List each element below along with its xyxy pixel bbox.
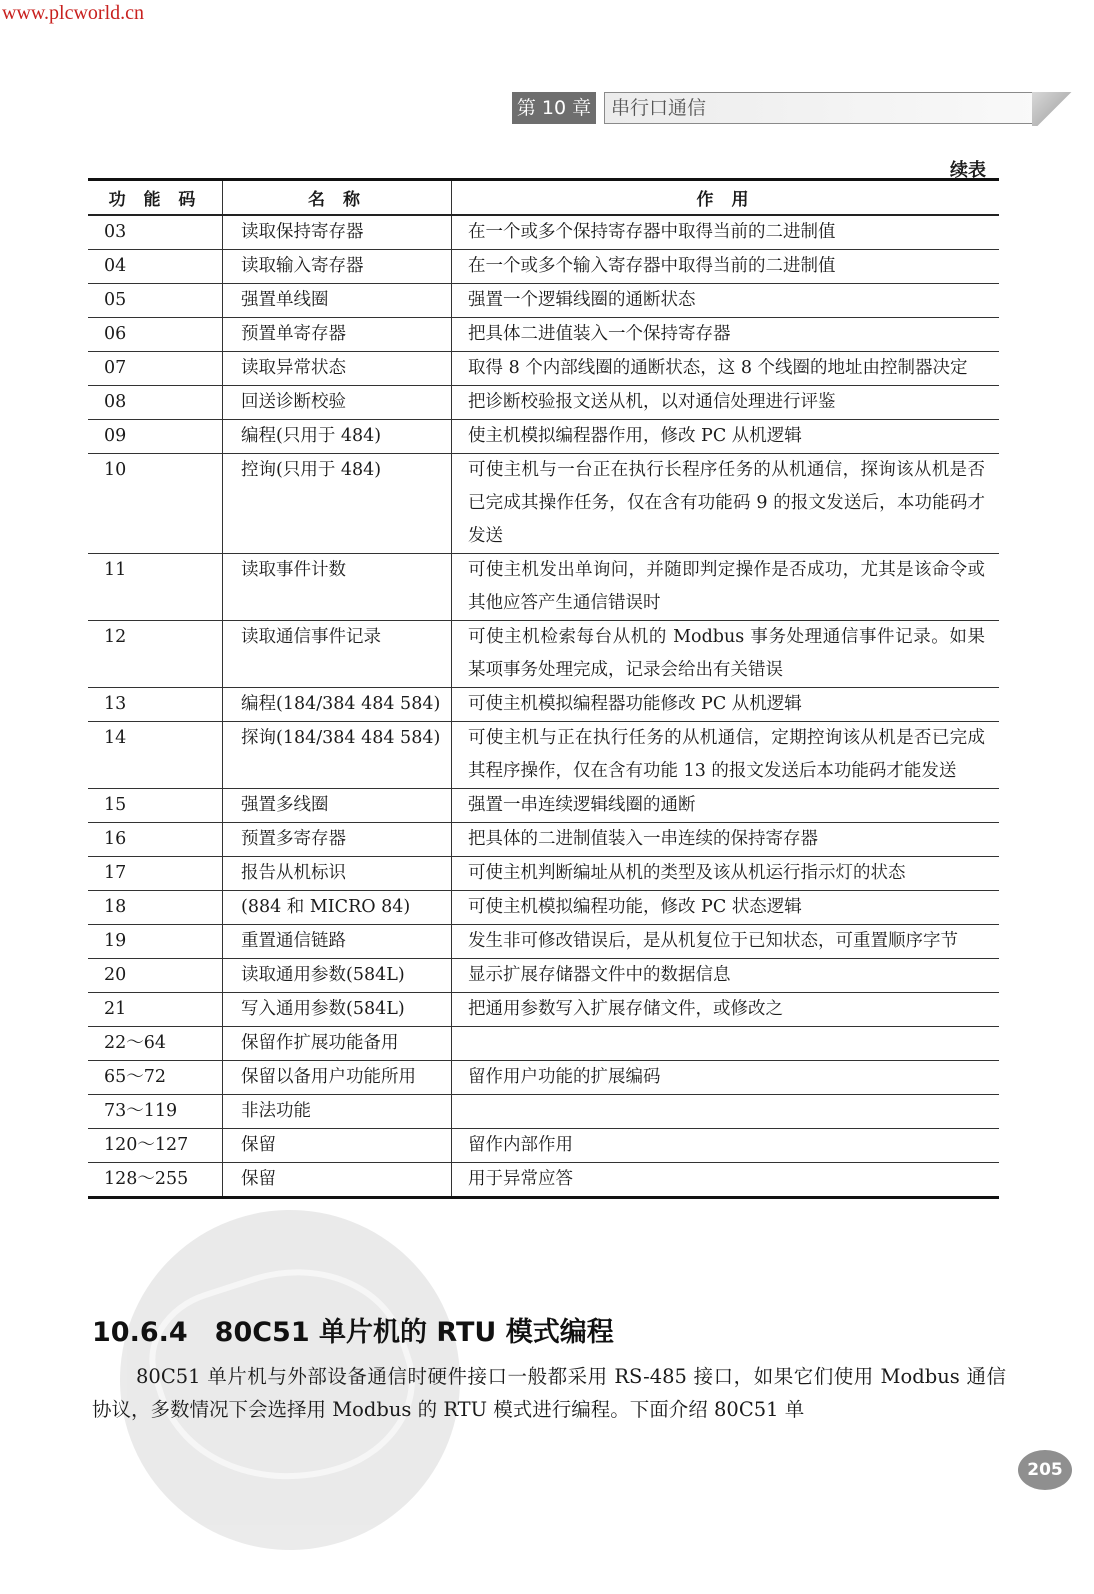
- table-row: [88, 352, 999, 386]
- function-description-cell: 把具体的二进制值装入一串连续的保持寄存器: [452, 823, 1000, 857]
- function-code-cell: 17: [88, 857, 223, 891]
- function-name-cell: 强置单线圈: [223, 284, 452, 318]
- function-description-cell: 把具体二进值装入一个保持寄存器: [452, 318, 1000, 352]
- function-name-cell: 读取异常状态: [223, 352, 452, 386]
- table-row: [88, 722, 999, 789]
- function-name-cell: 保留以备用户功能所用: [223, 1061, 452, 1095]
- table-row: [88, 857, 999, 891]
- table-row: [88, 284, 999, 318]
- function-code-cell: 09: [88, 420, 223, 454]
- function-code-cell: 12: [88, 621, 223, 688]
- function-code-cell: 20: [88, 959, 223, 993]
- function-name-cell: 保留作扩展功能备用: [223, 1027, 452, 1061]
- table-row: [88, 823, 999, 857]
- function-description-cell: 使主机模拟编程器作用，修改 PC 从机逻辑: [452, 420, 1000, 454]
- function-name-cell: 保留: [223, 1129, 452, 1163]
- function-name-cell: 读取通信事件记录: [223, 621, 452, 688]
- function-code-cell: 05: [88, 284, 223, 318]
- table-row: [88, 1027, 999, 1061]
- table-continued-label: 续表: [950, 160, 986, 181]
- function-description-cell: 可使主机模拟编程器功能修改 PC 从机逻辑: [452, 688, 1000, 722]
- function-code-cell: 14: [88, 722, 223, 789]
- chapter-header: [512, 88, 1074, 128]
- page-number: 205: [1018, 1450, 1072, 1490]
- function-code-cell: 10: [88, 454, 223, 554]
- function-description-cell: 把通用参数写入扩展存储文件，或修改之: [452, 993, 1000, 1027]
- function-code-cell: 11: [88, 554, 223, 621]
- chapter-number: 第 10 章: [512, 92, 596, 124]
- header-description: 作 用: [452, 180, 1000, 216]
- table-row: [88, 621, 999, 688]
- function-description-cell: [452, 1095, 1000, 1129]
- function-code-cell: 04: [88, 250, 223, 284]
- function-code-cell: 21: [88, 993, 223, 1027]
- function-code-cell: 73～119: [88, 1095, 223, 1129]
- function-code-cell: 22～64: [88, 1027, 223, 1061]
- function-name-cell: 读取通用参数(584L): [223, 959, 452, 993]
- function-name-cell: 强置多线圈: [223, 789, 452, 823]
- table-header-row: [88, 180, 999, 216]
- function-code-cell: 18: [88, 891, 223, 925]
- function-code-table: [88, 178, 999, 1199]
- table-row: [88, 789, 999, 823]
- function-code-cell: 07: [88, 352, 223, 386]
- function-description-cell: 强置一个逻辑线圈的通断状态: [452, 284, 1000, 318]
- table-row: [88, 386, 999, 420]
- table-row: [88, 1061, 999, 1095]
- table-row: [88, 1163, 999, 1198]
- function-name-cell: 报告从机标识: [223, 857, 452, 891]
- table-row: [88, 454, 999, 554]
- table-row: [88, 688, 999, 722]
- header-code: 功 能 码: [88, 180, 223, 216]
- function-description-cell: 可使主机判断编址从机的类型及该从机运行指示灯的状态: [452, 857, 1000, 891]
- function-description-cell: 把诊断校验报文送从机，以对通信处理进行评鉴: [452, 386, 1000, 420]
- table-row: [88, 1129, 999, 1163]
- function-code-cell: 128～255: [88, 1163, 223, 1198]
- table-row: [88, 993, 999, 1027]
- table-row: [88, 925, 999, 959]
- table-row: [88, 215, 999, 250]
- function-name-cell: 编程(184/384 484 584): [223, 688, 452, 722]
- function-code-cell: 16: [88, 823, 223, 857]
- chapter-header-decoration: [1032, 92, 1076, 126]
- function-code-cell: 06: [88, 318, 223, 352]
- function-code-cell: 65～72: [88, 1061, 223, 1095]
- function-code-cell: 13: [88, 688, 223, 722]
- function-code-cell: 120～127: [88, 1129, 223, 1163]
- function-description-cell: 留作内部作用: [452, 1129, 1000, 1163]
- function-name-cell: (884 和 MICRO 84): [223, 891, 452, 925]
- table-row: [88, 891, 999, 925]
- function-description-cell: 可使主机发出单询问，并随即判定操作是否成功，尤其是该命令或其他应答产生通信错误时: [452, 554, 1000, 621]
- function-code-cell: 19: [88, 925, 223, 959]
- function-code-cell: 03: [88, 215, 223, 250]
- function-description-cell: 显示扩展存储器文件中的数据信息: [452, 959, 1000, 993]
- table-row: [88, 959, 999, 993]
- function-name-cell: 读取输入寄存器: [223, 250, 452, 284]
- function-name-cell: 预置单寄存器: [223, 318, 452, 352]
- function-name-cell: 写入通用参数(584L): [223, 993, 452, 1027]
- function-name-cell: 编程(只用于 484): [223, 420, 452, 454]
- function-code-cell: 08: [88, 386, 223, 420]
- function-name-cell: 保留: [223, 1163, 452, 1198]
- function-name-cell: 控询(只用于 484): [223, 454, 452, 554]
- function-description-cell: 在一个或多个输入寄存器中取得当前的二进制值: [452, 250, 1000, 284]
- site-url[interactable]: www.plcworld.cn: [2, 2, 145, 24]
- function-description-cell: 可使主机与一台正在执行长程序任务的从机通信，探询该从机是否已完成其操作任务，仅在含有功能码 9 的报文发送后，本功能码才发送: [452, 454, 1000, 554]
- function-name-cell: 重置通信链路: [223, 925, 452, 959]
- chapter-title: 串行口通信: [604, 92, 1040, 124]
- header-name: 名 称: [223, 180, 452, 216]
- function-name-cell: 预置多寄存器: [223, 823, 452, 857]
- section-paragraph: 80C51 单片机与外部设备通信时硬件接口一般都采用 RS-485 接口，如果它们使用 Modbus 通信协议，多数情况下会选择用 Modbus 的 RTU 模式进行编程。下面介绍 80C51 单: [92, 1365, 1006, 1421]
- function-description-cell: 用于异常应答: [452, 1163, 1000, 1198]
- function-description-cell: 可使主机模拟编程功能，修改 PC 状态逻辑: [452, 891, 1000, 925]
- function-description-cell: 可使主机与正在执行任务的从机通信，定期控询该从机是否已完成其程序操作，仅在含有功能 13 的报文发送后本功能码才能发送: [452, 722, 1000, 789]
- section-title: 10.6.4 80C51 单片机的 RTU 模式编程: [92, 1317, 614, 1348]
- table-row: [88, 250, 999, 284]
- function-name-cell: 非法功能: [223, 1095, 452, 1129]
- function-description-cell: 留作用户功能的扩展编码: [452, 1061, 1000, 1095]
- function-name-cell: 回送诊断校验: [223, 386, 452, 420]
- table-row: [88, 554, 999, 621]
- function-name-cell: 读取保持寄存器: [223, 215, 452, 250]
- function-name-cell: 读取事件计数: [223, 554, 452, 621]
- function-name-cell: 探询(184/384 484 584): [223, 722, 452, 789]
- function-description-cell: 强置一串连续逻辑线圈的通断: [452, 789, 1000, 823]
- function-description-cell: 取得 8 个内部线圈的通断状态，这 8 个线圈的地址由控制器决定: [452, 352, 1000, 386]
- function-description-cell: 可使主机检索每台从机的 Modbus 事务处理通信事件记录。如果某项事务处理完成，记录会给出有关错误: [452, 621, 1000, 688]
- function-description-cell: [452, 1027, 1000, 1061]
- table-row: [88, 318, 999, 352]
- function-description-cell: 在一个或多个保持寄存器中取得当前的二进制值: [452, 215, 1000, 250]
- table-body: [88, 215, 999, 1198]
- table-row: [88, 1095, 999, 1129]
- table-row: [88, 420, 999, 454]
- function-description-cell: 发生非可修改错误后，是从机复位于已知状态，可重置顺序字节: [452, 925, 1000, 959]
- function-code-cell: 15: [88, 789, 223, 823]
